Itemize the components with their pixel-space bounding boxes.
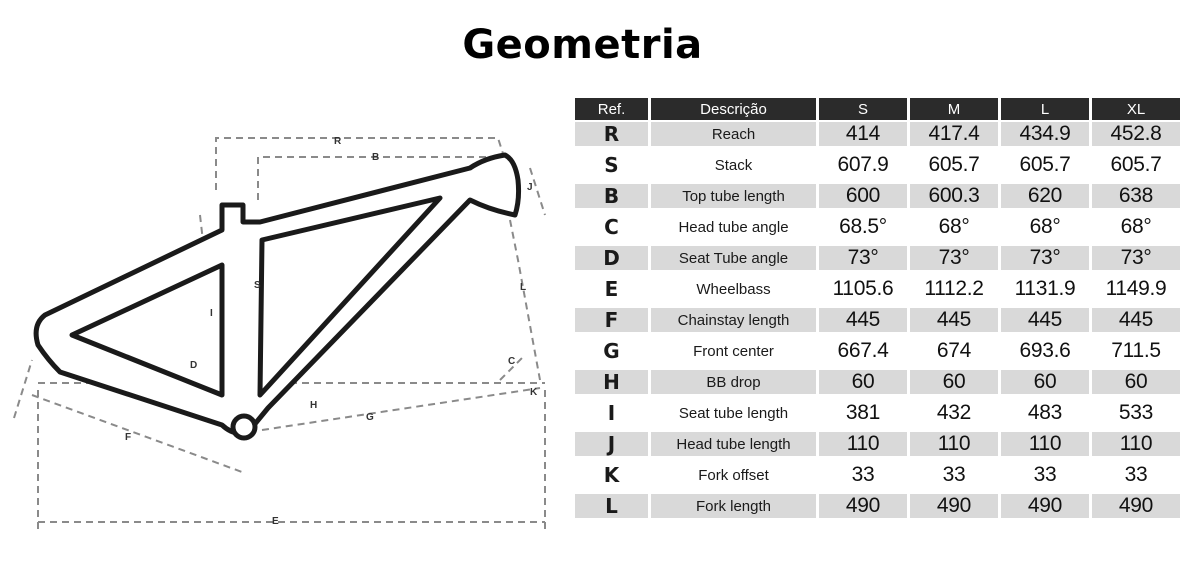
row-value-xl: 73° — [1092, 246, 1180, 272]
row-ref: H — [575, 370, 648, 396]
row-value-s: 600 — [819, 184, 907, 210]
table-row — [575, 210, 1180, 246]
row-ref: F — [575, 308, 648, 334]
row-value-xl: 605.7 — [1092, 148, 1180, 184]
geometry-table — [572, 98, 1183, 520]
row-description: Seat tube length — [651, 396, 816, 432]
row-value-s: 33 — [819, 458, 907, 494]
row-ref: B — [575, 184, 648, 210]
table-row — [575, 334, 1180, 370]
table-row — [575, 458, 1180, 494]
header-ref: Ref. — [575, 98, 648, 122]
table-row — [575, 246, 1180, 272]
row-ref: L — [575, 494, 648, 520]
row-value-m: 110 — [910, 432, 998, 458]
table-row — [575, 396, 1180, 432]
row-value-m: 60 — [910, 370, 998, 396]
header-size-l: L — [1001, 98, 1089, 122]
row-value-l: 73° — [1001, 246, 1089, 272]
header-description: Descrição — [651, 98, 816, 122]
bottom-bracket — [233, 416, 255, 438]
label-e: E — [272, 516, 279, 527]
label-c: C — [508, 356, 516, 367]
row-value-m: 33 — [910, 458, 998, 494]
row-ref: R — [575, 122, 648, 148]
row-value-xl: 452.8 — [1092, 122, 1180, 148]
row-description: Stack — [651, 148, 816, 184]
row-value-s: 607.9 — [819, 148, 907, 184]
row-value-l: 483 — [1001, 396, 1089, 432]
row-value-m: 490 — [910, 494, 998, 520]
row-value-xl: 33 — [1092, 458, 1180, 494]
table-row — [575, 494, 1180, 520]
row-description: Seat Tube angle — [651, 246, 816, 272]
row-value-m: 417.4 — [910, 122, 998, 148]
row-ref: S — [575, 148, 648, 184]
row-description: Top tube length — [651, 184, 816, 210]
row-ref: E — [575, 272, 648, 308]
row-value-s: 60 — [819, 370, 907, 396]
row-value-xl: 533 — [1092, 396, 1180, 432]
page-title: Geometria — [462, 22, 703, 68]
row-value-l: 620 — [1001, 184, 1089, 210]
dim-front-center-line — [262, 388, 540, 430]
row-value-l: 605.7 — [1001, 148, 1089, 184]
row-value-xl: 1149.9 — [1092, 272, 1180, 308]
label-l: L — [520, 282, 527, 293]
row-value-l: 60 — [1001, 370, 1089, 396]
row-description: Fork offset — [651, 458, 816, 494]
row-ref: G — [575, 334, 648, 370]
row-value-s: 68.5° — [819, 210, 907, 246]
label-b: B — [372, 152, 380, 163]
table-row — [575, 308, 1180, 334]
label-k: K — [530, 387, 538, 398]
row-value-s: 667.4 — [819, 334, 907, 370]
row-description: Wheelbass — [651, 272, 816, 308]
row-ref: K — [575, 458, 648, 494]
row-value-m: 600.3 — [910, 184, 998, 210]
row-value-s: 110 — [819, 432, 907, 458]
row-value-m: 73° — [910, 246, 998, 272]
header-size-m: M — [910, 98, 998, 122]
label-h: H — [310, 400, 318, 411]
row-description: Reach — [651, 122, 816, 148]
table-row — [575, 272, 1180, 308]
row-value-s: 414 — [819, 122, 907, 148]
label-i: I — [210, 308, 213, 319]
label-d: D — [190, 360, 198, 371]
row-value-s: 490 — [819, 494, 907, 520]
table-row — [575, 370, 1180, 396]
row-description: Fork length — [651, 494, 816, 520]
row-value-xl: 638 — [1092, 184, 1180, 210]
frame-geometry-diagram — [0, 0, 560, 576]
row-value-m: 68° — [910, 210, 998, 246]
row-value-xl: 110 — [1092, 432, 1180, 458]
label-s: S — [254, 280, 261, 291]
row-ref: J — [575, 432, 648, 458]
label-f: F — [125, 432, 132, 443]
row-value-l: 1131.9 — [1001, 272, 1089, 308]
row-value-l: 434.9 — [1001, 122, 1089, 148]
row-description: Head tube length — [651, 432, 816, 458]
header-size-xl: XL — [1092, 98, 1180, 122]
row-description: BB drop — [651, 370, 816, 396]
row-value-s: 445 — [819, 308, 907, 334]
row-description: Head tube angle — [651, 210, 816, 246]
row-value-l: 693.6 — [1001, 334, 1089, 370]
row-value-m: 1112.2 — [910, 272, 998, 308]
row-ref: C — [575, 210, 648, 246]
row-value-xl: 711.5 — [1092, 334, 1180, 370]
table-row — [575, 432, 1180, 458]
row-value-s: 73° — [819, 246, 907, 272]
row-ref: I — [575, 396, 648, 432]
row-ref: D — [575, 246, 648, 272]
row-value-xl: 68° — [1092, 210, 1180, 246]
row-value-l: 445 — [1001, 308, 1089, 334]
table-row — [575, 184, 1180, 210]
frame-outline — [36, 155, 518, 433]
dim-rear-guide-line — [14, 360, 32, 418]
table-row — [575, 122, 1180, 148]
row-value-s: 1105.6 — [819, 272, 907, 308]
row-value-xl: 60 — [1092, 370, 1180, 396]
label-g: G — [366, 412, 374, 423]
row-description: Front center — [651, 334, 816, 370]
row-value-l: 33 — [1001, 458, 1089, 494]
row-value-m: 605.7 — [910, 148, 998, 184]
row-value-s: 381 — [819, 396, 907, 432]
row-value-l: 110 — [1001, 432, 1089, 458]
table-header-row — [575, 98, 1180, 122]
row-value-xl: 490 — [1092, 494, 1180, 520]
row-value-xl: 445 — [1092, 308, 1180, 334]
label-r: R — [334, 136, 342, 147]
header-size-s: S — [819, 98, 907, 122]
row-description: Chainstay length — [651, 308, 816, 334]
table-row — [575, 148, 1180, 184]
row-value-l: 68° — [1001, 210, 1089, 246]
row-value-l: 490 — [1001, 494, 1089, 520]
label-j: J — [527, 182, 533, 193]
row-value-m: 445 — [910, 308, 998, 334]
row-value-m: 674 — [910, 334, 998, 370]
row-value-m: 432 — [910, 396, 998, 432]
